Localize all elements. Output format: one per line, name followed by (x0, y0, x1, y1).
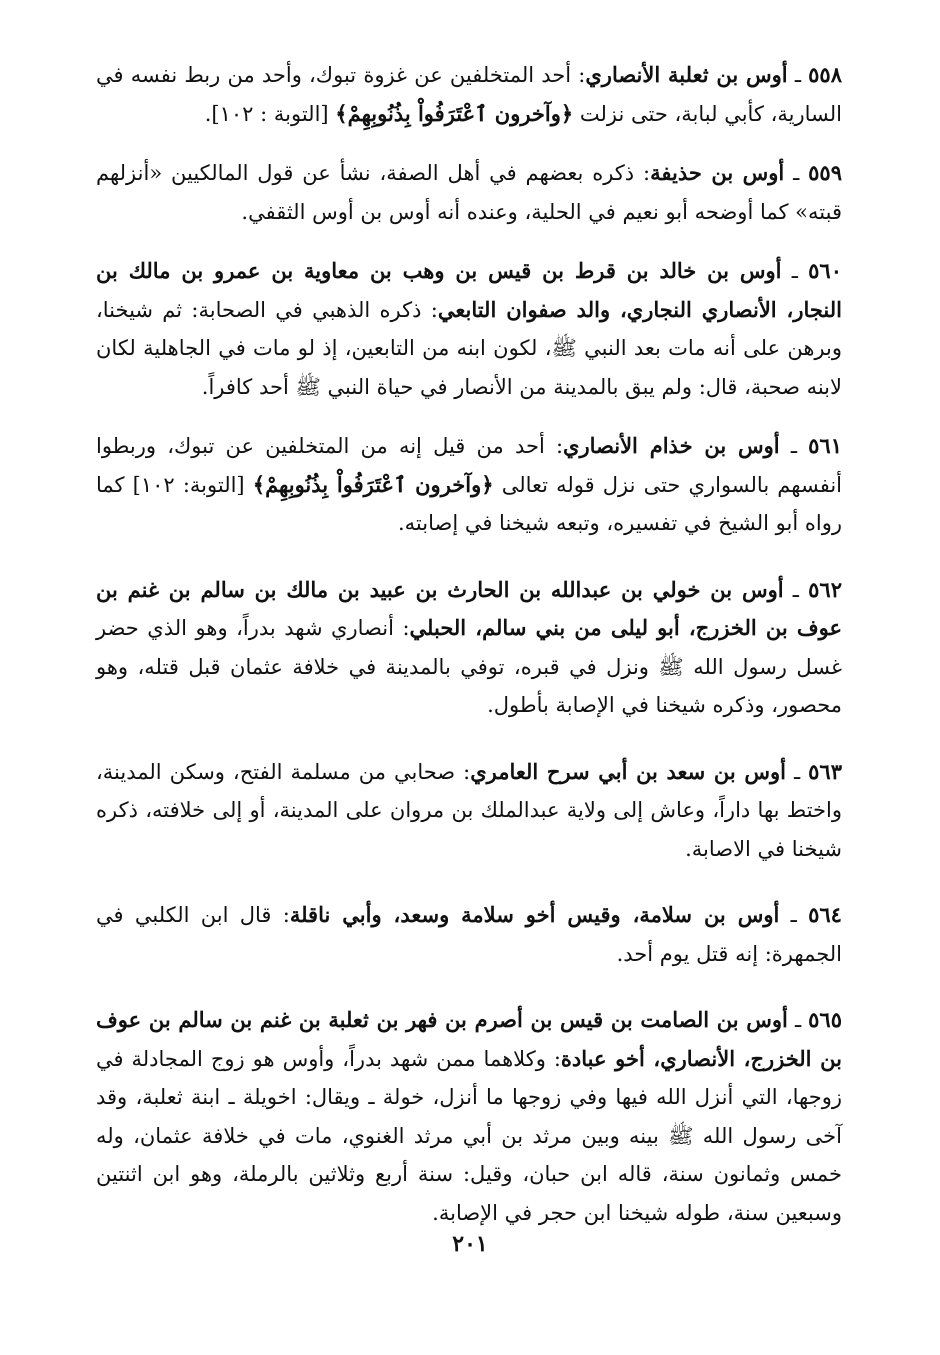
separator: ـ (794, 1008, 802, 1032)
entry-number: ٥٦٤ (808, 902, 842, 927)
entry-558 (96, 56, 842, 133)
entry-name: أوس بن سلامة، وقيس أخو سلامة وسعد، وأبي ناقلة (289, 902, 780, 927)
entry-name: أوس بن خالد بن قرط بن قيس بن وهب بن معاوية بن عمرو بن مالك بن النجار، الأنصاري النجاري، والد صفوان التابعي (96, 258, 843, 322)
entry-560 (96, 252, 842, 406)
entry-564 (96, 896, 842, 973)
entry-name: أوس بن ثعلبة الأنصاري (585, 62, 788, 87)
entry-name: أوس بن سعد بن أبي سرح العامري (470, 758, 786, 784)
entry-562 (96, 571, 842, 725)
entry-number: ٥٥٩ (808, 160, 842, 185)
colon: : (402, 616, 410, 640)
entry-559 (96, 154, 842, 231)
entry-text: أحد من قيل إنه من المتخلفين عن تبوك، وربطوا أنفسهم بالسواري حتى نزل قوله تعالى (96, 434, 842, 497)
colon: : (553, 1046, 561, 1071)
entry-name: أوس بن خذام الأنصاري (563, 433, 780, 458)
entry-text: ذكره بعضهم في أهل الصفة، نشأ عن قول المالكيين «أنزلهم قبته» كما أوضحه أبو نعيم في الحلية، وعنده أنه أوس بن أوس الثقفي. (96, 161, 842, 224)
entry-number: ٥٦٢ (808, 576, 842, 602)
quran-quote: ﴿وآخرون ٱعْتَرَفُواْ بِذُنُوبِهِمْ﴾ (252, 471, 494, 497)
entry-text: ذكره الذهبي في الصحابة: ثم شيخنا، وبرهن على أنه مات بعد النبي ﷺ، لكون ابنه من التابعين، إذ لو مات في الجاهلية لكان لابنه صحبة، قال: ولم يبق بالمدينة من الأنصار في حياة النبي ﷺ أحد كافراً. (96, 297, 842, 399)
quote-reference: [التوبة : ١٠٢]. (204, 101, 329, 126)
entry-565 (96, 1001, 842, 1232)
entry-number: ٥٦٣ (808, 758, 842, 784)
separator: ـ (791, 259, 798, 283)
colon: : (430, 297, 438, 322)
entry-name: أوس بن خولي بن عبدالله بن الحارث بن عبيد بن مالك بن سالم بن غنم بن عوف بن الخزرج، أبو ليلى من بني سالم، الحبلي (96, 576, 842, 640)
colon: : (578, 63, 586, 87)
separator: ـ (790, 903, 797, 927)
entry-text: أحد المتخلفين عن غزوة تبوك، وأحد من ربط نفسه في السارية، كأبي لبابة، حتى نزلت (96, 63, 842, 126)
separator: ـ (792, 577, 799, 602)
separator: ـ (790, 434, 797, 458)
separator: ـ (793, 161, 800, 185)
entry-number: ٥٦٥ (808, 1007, 842, 1032)
entry-name: أوس بن الصامت بن قيس بن أصرم بن فهر بن ثعلبة بن غنم بن سالم بن عوف بن الخزرج، الأنصاري، أخو عبادة (96, 1007, 842, 1071)
quran-quote: ﴿وآخرون ٱعْتَرَفُواْ بِذُنُوبِهِمْ﴾ (335, 100, 574, 126)
colon: : (463, 759, 471, 784)
entry-561 (96, 427, 842, 543)
colon: : (643, 161, 651, 185)
quote-reference: [التوبة: ١٠٢] كما رواه أبو الشيخ في تفسيره، وتبعه شيخنا في إصابته. (96, 472, 842, 535)
entry-name: أوس بن حذيفة (650, 160, 785, 185)
separator: ـ (793, 759, 801, 784)
colon: : (555, 434, 564, 458)
page-number: ٢٠١ (452, 1231, 488, 1257)
entry-number: ٥٦٠ (808, 258, 842, 283)
entry-number: ٥٥٨ (808, 62, 842, 87)
entry-number: ٥٦١ (808, 433, 842, 458)
entry-563 (96, 753, 842, 869)
colon: : (282, 903, 290, 927)
entry-text: أنصاري شهد بدراً، وهو الذي حضر غسل رسول الله ﷺ ونزل في قبره، توفي بالمدينة في خلافة عثمان قبل قتله، وهو محصور، وذكره شيخنا في الإصابة بأطول. (96, 616, 842, 717)
entry-text: قال ابن الكلبي في الجمهرة: إنه قتل يوم أحد. (96, 903, 842, 966)
entry-text: وكلاهما ممن شهد بدراً، وأوس هو زوج المجادلة في زوجها، التي أنزل الله فيها وفي زوجها ما أنزل، خولة ـ ويقال: اخويلة ـ ابنة ثعلبة، وقد آخى رسول الله ﷺ بينه وبين مرثد بن أبي مرثد الغنوي، مات في خلافة عثمان، وله خمس وثمانون سنة، قاله ابن حبان، وقيل: سنة أربع وثلاثين بالرملة، وهو ابن اثنتين وسبعين سنة، طوله شيخنا ابن حجر في الإصابة. (96, 1046, 842, 1225)
separator: ـ (794, 63, 801, 87)
entry-text: صحابي من مسلمة الفتح، وسكن المدينة، واختط بها داراً، وعاش إلى ولاية عبدالملك بن مروان على المدينة، أو إلى خلافته، ذكره شيخنا في الاصابة. (96, 759, 842, 861)
